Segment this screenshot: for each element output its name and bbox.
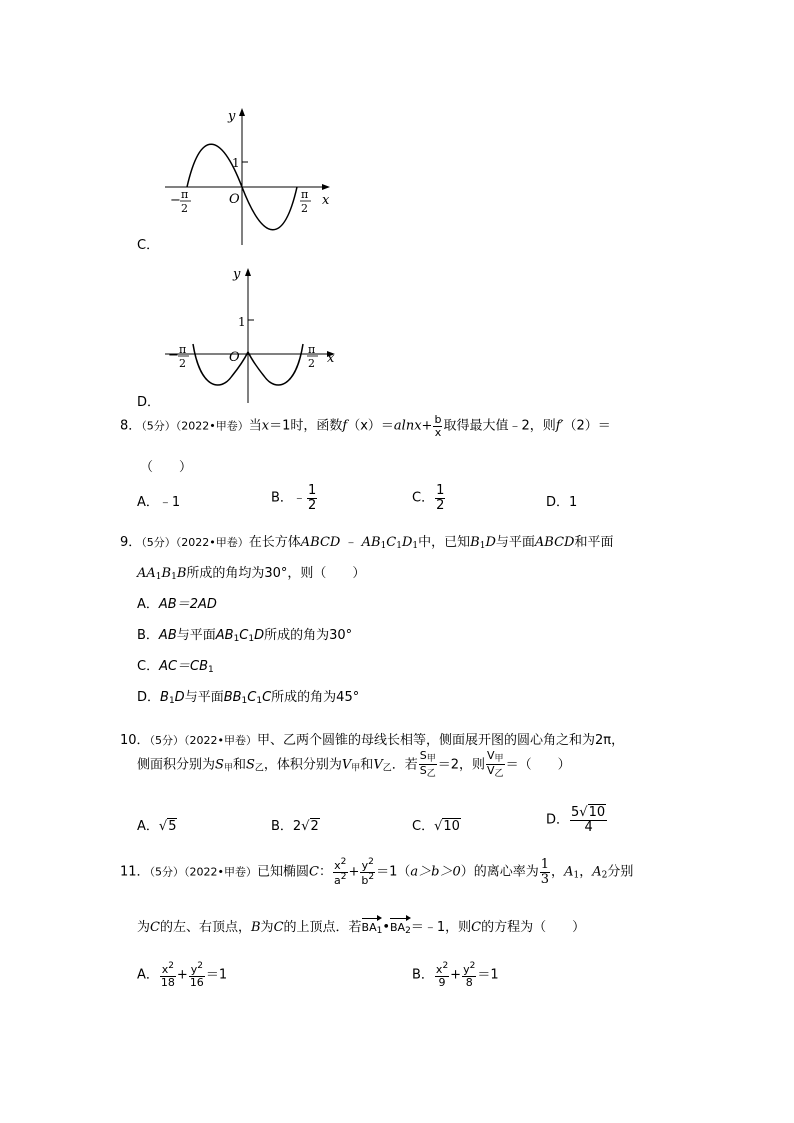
graph-c-svg — [160, 100, 340, 250]
graph-c-neg-two: 2 — [181, 202, 188, 215]
q11-stem-line1: 11．（5分）（2022•甲卷）已知椭圆C： $\frac{x^2}{a^2}$ + $\frac{y^2}{b^2}$ ＝1（a＞b＞0）的离心率为 $\frac{1}{3}$ ，$A_1$，$A_2$分别 — [120, 857, 634, 887]
graph-d-neg-pi: π — [179, 343, 187, 356]
graph-d-pos-pi: π — [308, 343, 316, 356]
graph-c-x-arrow — [322, 184, 330, 190]
q8-f: f — [342, 418, 348, 434]
q8-alnx: alnx — [393, 418, 422, 434]
graph-d-curve-right — [248, 344, 303, 385]
q11-eccentricity: $\frac{1}{3}$ — [540, 857, 550, 887]
q10-option-b[interactable]: B．2√2 — [271, 819, 319, 834]
q8-source: （5分）（2022•甲卷） — [141, 419, 249, 433]
q8-blank: （ ） — [140, 460, 193, 475]
q9-source: （5分）（2022•甲卷） — [141, 536, 249, 549]
q8-number: 8． — [120, 418, 142, 434]
q8-text-d: （2）＝ — [563, 418, 611, 434]
q9-option-c[interactable]: C．$AC=CB_1$ — [137, 659, 214, 675]
graph-d-figure — [160, 258, 340, 408]
q10-source: （5分）（2022•甲卷） — [149, 734, 258, 747]
graph-c-figure — [160, 100, 340, 250]
graph-d-pos-two: 2 — [308, 357, 315, 370]
graph-c-pos-two: 2 — [301, 202, 308, 215]
q11-y2-over-b2: $\frac{y^2}{b^2}$ — [361, 857, 375, 887]
q9-stem-line2: $AA_1B_1B$所成的角均为30°，则（ ） — [137, 566, 366, 582]
q11-source: （5分）（2022•甲卷） — [149, 865, 258, 879]
q11-x2-over-a2: $\frac{x^2}{a^2}$ — [334, 857, 347, 887]
q11-stem-line2: 为C的左、右顶点，B为C的上顶点．若$BA_1•BA_2=﹣1$，则C的方程为（ ） — [137, 916, 585, 936]
graph-d-neg-sign: − — [168, 348, 179, 363]
q10-option-c[interactable]: C．√10 — [412, 819, 460, 834]
graph-c-y-label: y — [228, 109, 236, 124]
q8-text-b: ＝1时，函数 — [269, 418, 343, 434]
graph-d-y-label: y — [233, 267, 241, 282]
q8-option-b[interactable]: B．﹣ $\frac{1}{2}$ — [271, 483, 317, 513]
graph-d-one: 1 — [238, 315, 246, 329]
graph-d-curve-left — [193, 344, 248, 385]
q8-option-c[interactable]: C． $\frac{1}{2}$ — [412, 483, 445, 513]
q8-fx: （x）＝ — [347, 418, 394, 434]
graph-c-y-arrow — [239, 108, 245, 116]
q8-var-x: x — [261, 418, 270, 434]
q8-text-a: 当 — [248, 418, 262, 434]
q10-volume-ratio: $\frac{V_甲}{V_乙}$ — [487, 749, 504, 780]
q9-option-a[interactable]: A．AB＝2AD — [137, 597, 217, 612]
q8-option-d[interactable]: D．1 — [546, 495, 578, 510]
graph-c-neg-sign: − — [170, 193, 181, 208]
q11-vector-ba1: $BA_1$ — [362, 916, 383, 936]
q11-vector-ba2: $BA_2$ — [390, 916, 411, 936]
q9-option-d[interactable]: D．$B_1D$与平面$BB_1C_1C$所成的角为45° — [137, 690, 360, 706]
q8-fprime: f′ — [555, 418, 564, 434]
q8-frac-b-over-x: $\frac{b}{x}$ — [434, 413, 442, 439]
q11-option-a[interactable]: A． $\frac{x^2}{18}$ + $\frac{y^2}{16}$ ＝1 — [137, 961, 228, 989]
q8-plus: + — [421, 418, 433, 434]
graph-c-option-label: C． — [137, 238, 160, 253]
graph-c-pos-pi: π — [301, 188, 309, 201]
q10-option-a[interactable]: A．√5 — [137, 819, 177, 834]
graph-d-option-label: D． — [137, 395, 161, 410]
graph-d-origin: O — [229, 350, 240, 365]
graph-c-origin: O — [229, 192, 240, 207]
graph-c-x-label: x — [322, 193, 330, 208]
graph-d-y-arrow — [245, 268, 251, 276]
q8-stem — [120, 414, 611, 438]
q10-area-ratio: $\frac{S_甲}{S_乙}$ — [419, 749, 436, 780]
graph-d-x-label: x — [327, 351, 335, 366]
q8-text-c: 取得最大值﹣2，则 — [443, 418, 556, 434]
graph-d-svg — [160, 258, 340, 408]
q8-option-a[interactable]: A．﹣1 — [137, 495, 181, 510]
q11-option-b[interactable]: B． $\frac{x^2}{9}$ + $\frac{y^2}{8}$ ＝1 — [412, 961, 499, 989]
graph-c-neg-pi: π — [181, 188, 189, 201]
q9-option-b[interactable]: B．AB与平面$AB_1C_1D$所成的角为30° — [137, 628, 353, 644]
q9-stem-line1: 9．（5分）（2022•甲卷）在长方体ABCD ﹣ $AB_1C_1D_1$中，已知$B_1D$与平面ABCD和平面 — [120, 535, 614, 551]
graph-d-neg-two: 2 — [179, 357, 186, 370]
q10-stem-line2: 侧面积分别为$S_甲$和$S_乙$，体积分别为$V_甲$和$V_乙$．若 $\frac{S_甲}{S_乙}$ ＝2，则 $\frac{V_甲}{V_乙}$ ＝（ ） — [137, 749, 571, 780]
q10-option-d[interactable]: D． $\frac{5√10}{4}$ — [546, 805, 606, 835]
q10-stem-line1: 10．（5分）（2022•甲卷）甲、乙两个圆锥的母线长相等，侧面展开图的圆心角之和为2π， — [120, 733, 625, 748]
graph-c-one: 1 — [232, 156, 240, 170]
